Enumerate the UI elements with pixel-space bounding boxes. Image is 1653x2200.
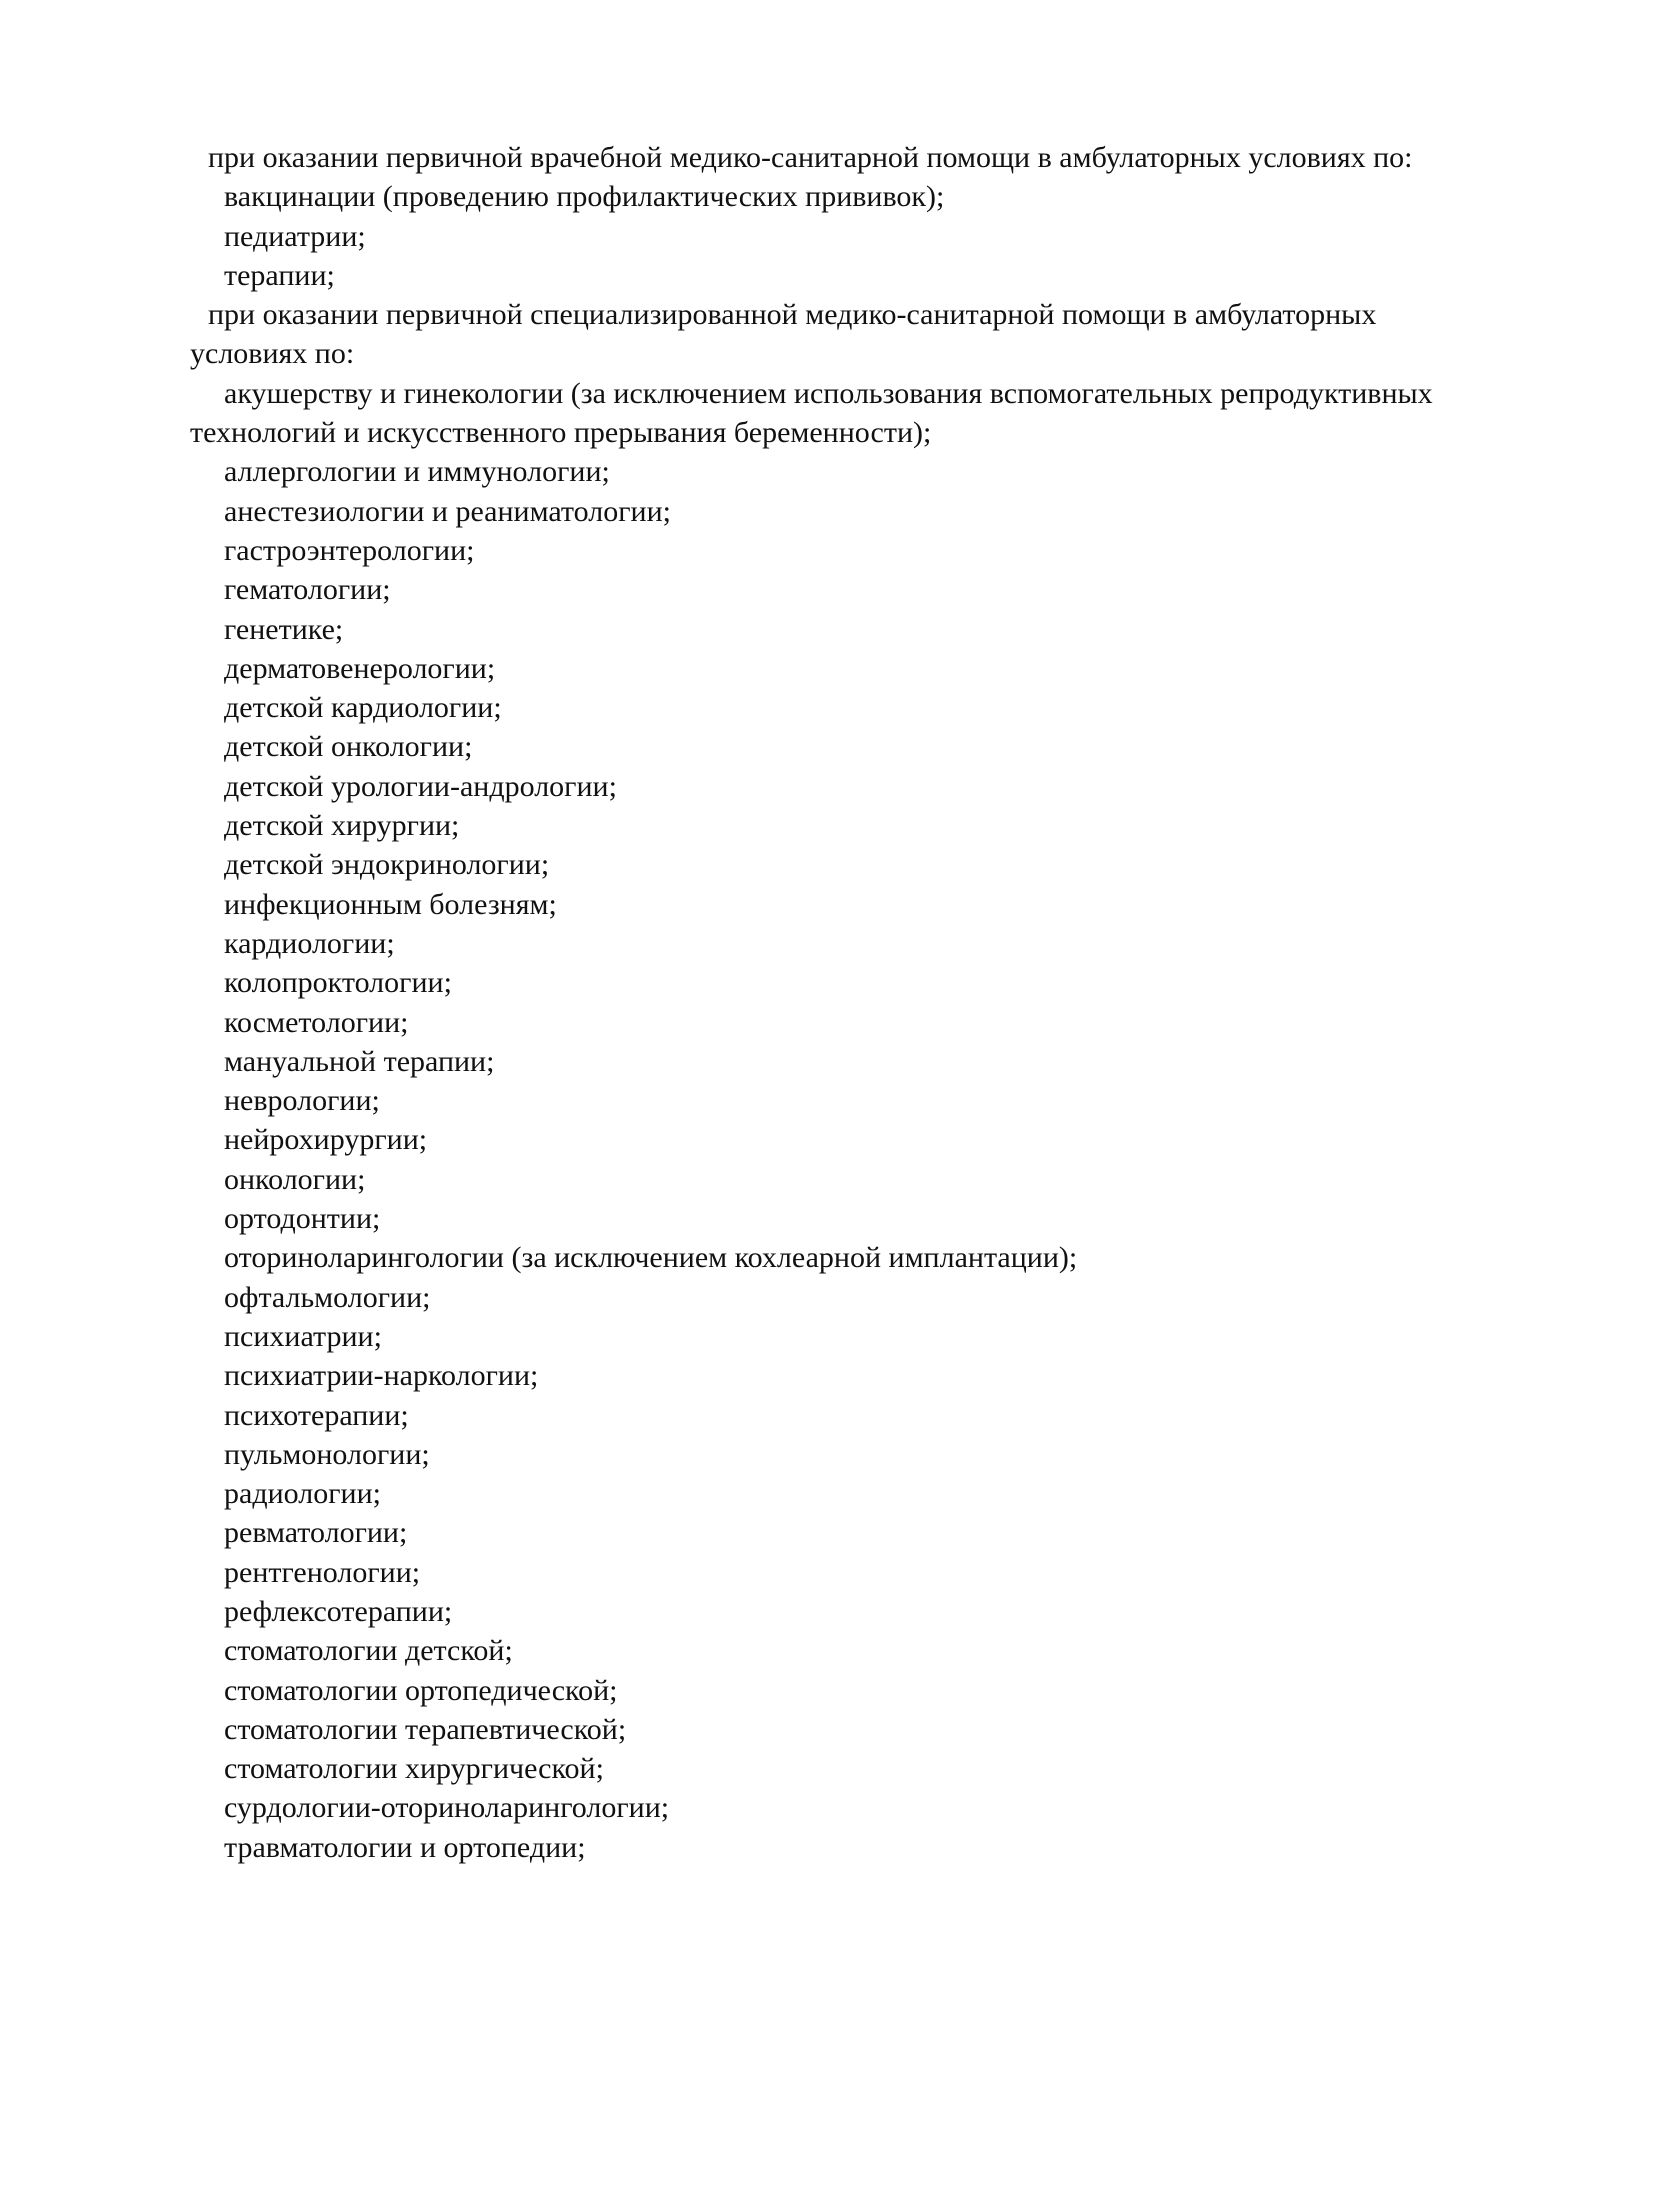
document-body <box>190 138 1570 1867</box>
list-item: косметологии; <box>224 1005 409 1039</box>
list-item: стоматологии терапевтической; <box>224 1712 627 1746</box>
list-item: стоматологии детской; <box>224 1634 513 1668</box>
list-item: инфекционным болезням; <box>224 887 557 921</box>
list-item: детской онкологии; <box>224 730 473 764</box>
list-item: генетике; <box>224 612 344 646</box>
list-item: дерматовенерологии; <box>224 651 496 685</box>
list-item: стоматологии хирургической; <box>224 1752 604 1786</box>
list-item: аллергологии и иммунологии; <box>224 455 610 489</box>
list-item: детской кардиологии; <box>224 691 502 725</box>
list-item: оториноларингологии (за исключением кохлеарной имплантации); <box>224 1241 1078 1275</box>
list-item: офтальмологии; <box>224 1280 431 1314</box>
list-item: гематологии; <box>224 573 391 607</box>
list-item: радиологии; <box>224 1477 381 1511</box>
list-item: ревматологии; <box>224 1516 408 1550</box>
section-heading-specialized-care-continued: условиях по: <box>190 337 355 371</box>
list-item: акушерству и гинекологии (за исключением использования вспомогательных репродуктивных <box>224 376 1433 410</box>
list-item: онкологии; <box>224 1162 366 1196</box>
list-item: рефлексотерапии; <box>224 1594 453 1628</box>
list-item: психиатрии-наркологии; <box>224 1359 539 1393</box>
list-item: детской эндокринологии; <box>224 848 550 882</box>
list-item: нейрохирургии; <box>224 1123 428 1157</box>
list-item: детской урологии-андрологии; <box>224 769 617 803</box>
list-item: ортодонтии; <box>224 1202 381 1236</box>
list-item: гастроэнтерологии; <box>224 533 475 567</box>
list-item: вакцинации (проведению профилактических прививок); <box>224 180 945 214</box>
list-item: психотерапии; <box>224 1398 409 1432</box>
list-item-continued: технологий и искусственного прерывания беременности); <box>190 416 932 450</box>
list-item: терапии; <box>224 258 335 292</box>
list-item: детской хирургии; <box>224 809 460 843</box>
list-item: сурдологии-оториноларингологии; <box>224 1791 670 1825</box>
section-heading-specialized-care: при оказании первичной специализированной медико-санитарной помощи в амбулаторных <box>208 298 1377 332</box>
list-item: неврологии; <box>224 1084 380 1118</box>
list-item: мануальной терапии; <box>224 1044 495 1078</box>
list-item: травматологии и ортопедии; <box>224 1830 586 1864</box>
list-item: рентгенологии; <box>224 1555 421 1589</box>
list-item: пульмонологии; <box>224 1437 430 1471</box>
list-item: стоматологии ортопедической; <box>224 1673 618 1707</box>
list-item: анестезиологии и реаниматологии; <box>224 494 671 528</box>
section-heading-primary-care: при оказании первичной врачебной медико-санитарной помощи в амбулаторных условиях по: <box>208 141 1413 174</box>
list-item: педиатрии; <box>224 219 366 253</box>
list-item: колопроктологии; <box>224 966 452 1000</box>
list-item: кардиологии; <box>224 926 395 960</box>
list-item: психиатрии; <box>224 1319 382 1353</box>
